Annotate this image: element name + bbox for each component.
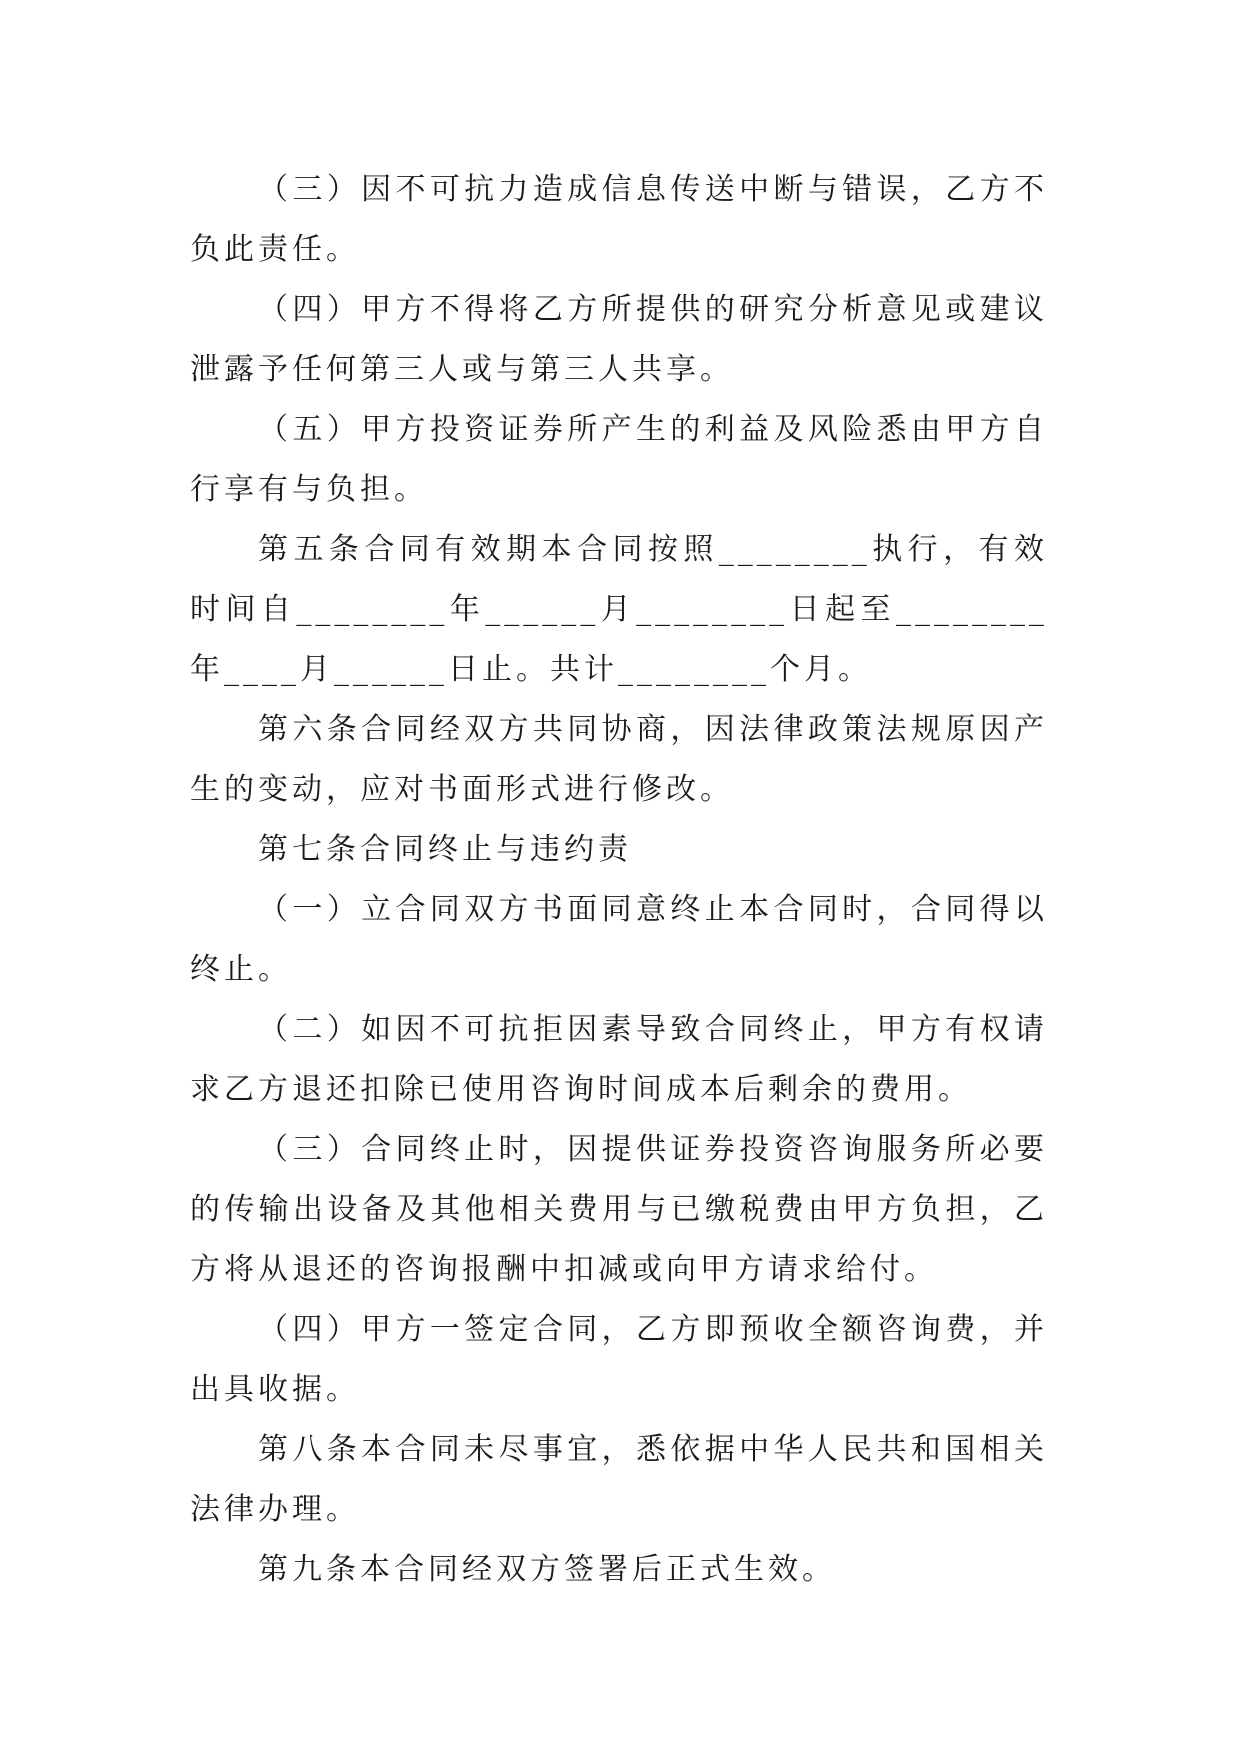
article-paragraph: 第六条合同经双方共同协商，因法律政策法规原因产生的变动，应对书面形式进行修改。	[190, 712, 1048, 807]
article-paragraph: 第八条本合同未尽事宜，悉依据中华人民共和国相关法律办理。	[190, 1432, 1048, 1527]
clause-paragraph: （三）合同终止时，因提供证券投资咨询服务所必要的传输出设备及其他相关费用与已缴税费由甲方负担，乙方将从退还的咨询报酬中扣减或向甲方请求给付。	[190, 1132, 1048, 1287]
article-heading: 第七条合同终止与违约责	[258, 832, 632, 867]
clause-paragraph: （三）因不可抗力造成信息传送中断与错误，乙方不负此责任。	[190, 172, 1048, 267]
article-paragraph: 第九条本合同经双方签署后正式生效。	[258, 1552, 836, 1587]
clause-paragraph: （二）如因不可抗拒因素导致合同终止，甲方有权请求乙方退还扣除已使用咨询时间成本后剩余的费用。	[190, 1012, 1048, 1107]
clause-paragraph: （五）甲方投资证券所产生的利益及风险悉由甲方自行享有与负担。	[190, 412, 1048, 507]
clause-paragraph: （四）甲方一签定合同，乙方即预收全额咨询费，并出具收据。	[190, 1312, 1048, 1407]
document-body	[190, 160, 1048, 1600]
clause-paragraph: （四）甲方不得将乙方所提供的研究分析意见或建议泄露予任何第三人或与第三人共享。	[190, 292, 1048, 387]
article-paragraph: 第五条合同有效期本合同按照________执行，有效时间自________年______月________日起至________年____月______日止。共计________个月。	[190, 532, 1048, 687]
clause-paragraph: （一）立合同双方书面同意终止本合同时，合同得以终止。	[190, 892, 1048, 987]
